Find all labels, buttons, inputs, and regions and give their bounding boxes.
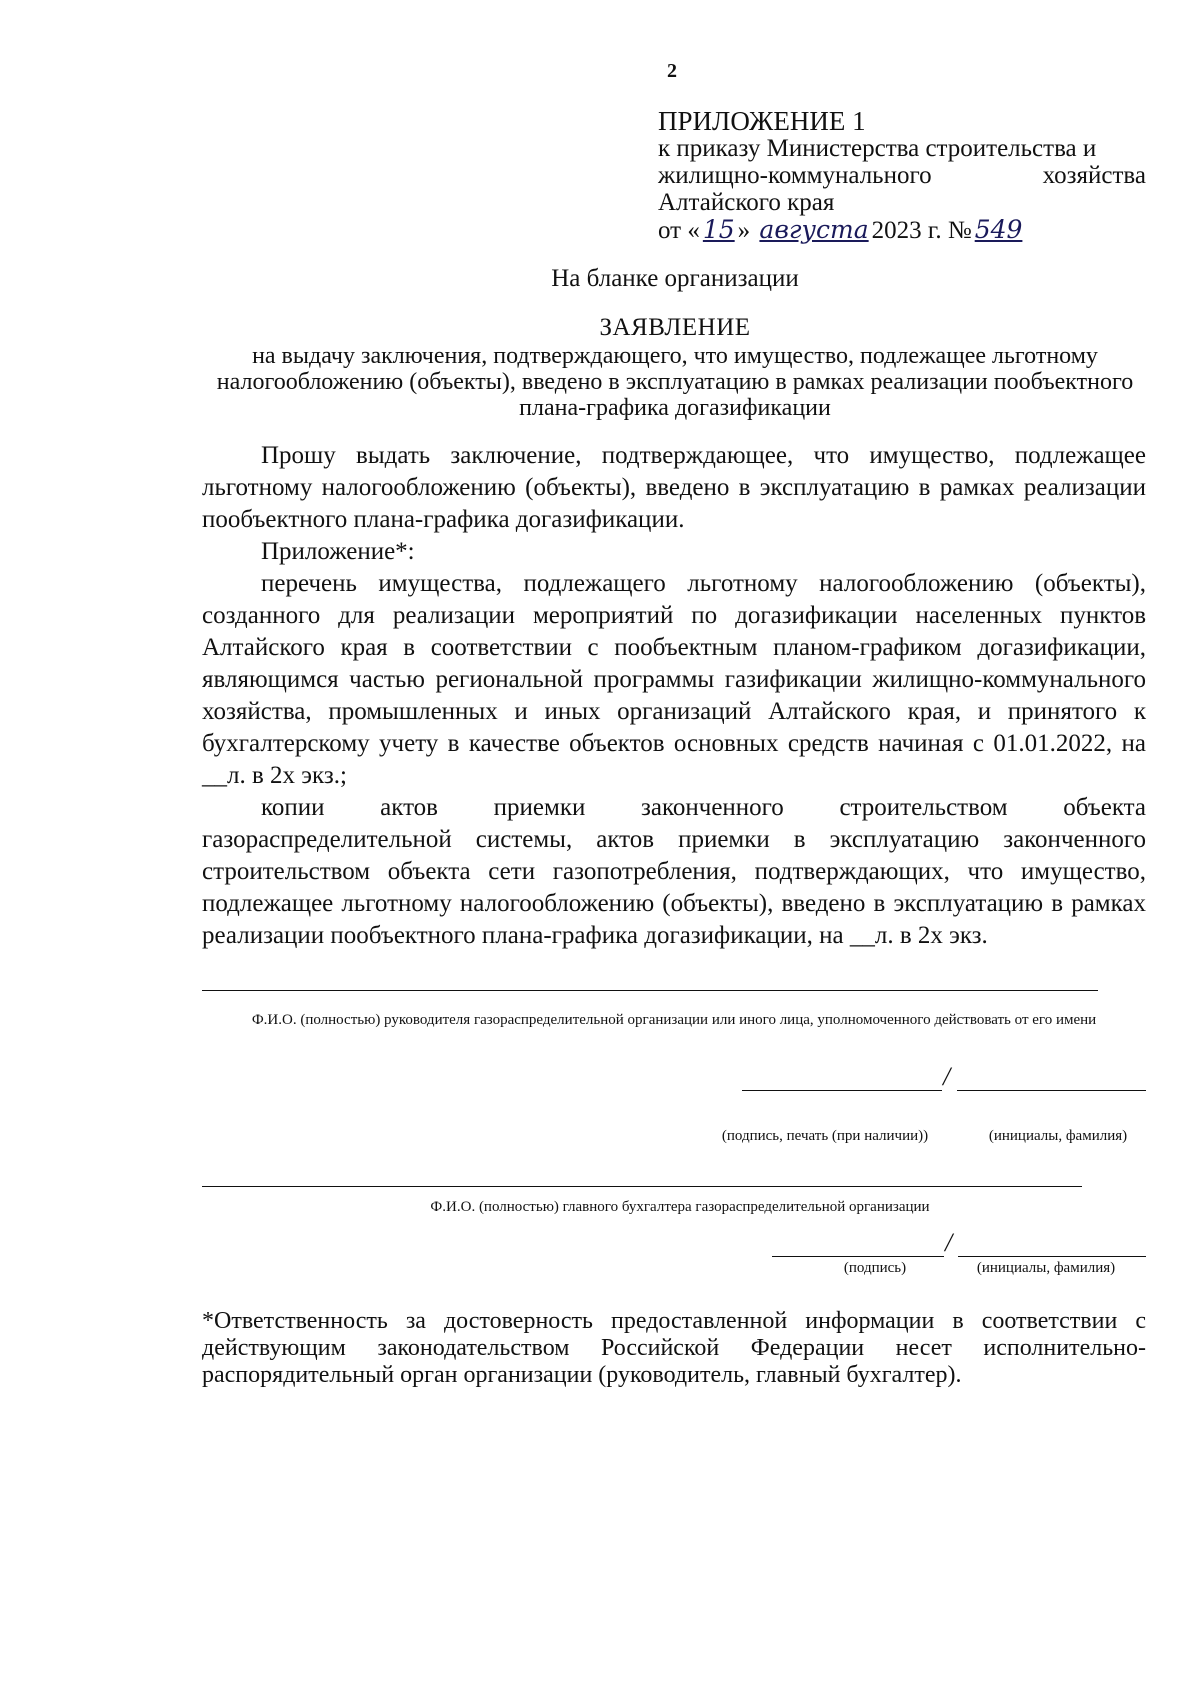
appendix-line-1: к приказу Министерства строительства и <box>658 135 1097 162</box>
letterhead-note: На бланке организации <box>551 265 799 292</box>
accountant-name-line <box>202 1186 1082 1187</box>
order-number-handwritten: 549 <box>974 215 1023 244</box>
head-signature-line <box>742 1090 942 1091</box>
date-year: 2023 г. № <box>871 217 972 244</box>
appendix-date-line <box>658 216 1146 244</box>
appendix-title: ПРИЛОЖЕНИЕ 1 <box>658 106 866 136</box>
head-signature-slash: / <box>943 1062 951 1091</box>
head-name-caption: Ф.И.О. (полностью) руководителя газораспределительной организации или иного лица, уполномоченного действовать от его имени <box>251 1012 1097 1028</box>
appendix-line-3: Алтайского края <box>658 189 835 216</box>
document-subtitle: на выдачу заключения, подтверждающего, что имущество, подлежащее льготному налогообложению (объекты), введено в эксплуатацию в рамках реализации пообъектного плана-графика догазификации <box>216 343 1134 421</box>
head-name-line <box>202 990 1098 991</box>
head-initials-caption: (инициалы, фамилия) <box>988 1128 1128 1144</box>
body-paragraph-property-list: перечень имущества, подлежащего льготному налогообложению (объекты), созданного для реализации мероприятий по догазификации населенных пунктов Алтайского края в соответствии с пообъектным планом-графиком догазификации, являющимся частью региональной программы газификации жилищно-коммунального хозяйства, промышленных и иных организаций Алтайского края, и принятого к бухгалтерскому учету в качестве объектов основных средств начиная с 01.01.2022, на __л. в 2х экз.; <box>202 570 1146 789</box>
accountant-initials-line <box>958 1256 1146 1257</box>
date-day-handwritten: 15 <box>702 215 735 244</box>
footnote: *Ответственность за достоверность предоставленной информации в соответствии с действующим законодательством Российской Федерации несет исполнительно-распорядительный орган организации (руководитель, главный бухгалтер). <box>202 1308 1146 1388</box>
page-number: 2 <box>667 60 677 82</box>
body-paragraph-acts-copies: копии актов приемки законченного строительством объекта газораспределительной системы, актов приемки в эксплуатацию законченного строительством объекта сети газопотребления, подтверждающих, что имущество, подлежащее льготному налогообложению (объекты), введено в эксплуатацию в рамках реализации пообъектного плана-графика догазификации, на __л. в 2х экз. <box>202 794 1146 949</box>
accountant-signature-caption: (подпись) <box>843 1260 907 1276</box>
date-prefix: от « <box>658 217 700 244</box>
body-paragraph-request: Прошу выдать заключение, подтверждающее, что имущество, подлежащее льготному налогообложению (объекты), введено в эксплуатацию в рамках реализации пообъектного плана-графика догазификации. <box>202 442 1146 533</box>
document-title: ЗАЯВЛЕНИЕ <box>599 314 751 341</box>
document-body <box>202 440 1146 952</box>
appendix-line-2: жилищно-коммунального хозяйства <box>658 162 1146 189</box>
accountant-signature-slash: / <box>945 1228 953 1257</box>
appendix-header <box>658 108 1146 244</box>
body-paragraph-attachment-label: Приложение*: <box>261 538 415 565</box>
date-mid: » <box>737 217 751 244</box>
accountant-name-caption: Ф.И.О. (полностью) главного бухгалтера газораспределительной организации <box>430 1199 930 1215</box>
head-initials-line <box>957 1090 1146 1091</box>
head-signature-caption: (подпись, печать (при наличии)) <box>721 1128 929 1144</box>
accountant-signature-line <box>772 1256 944 1257</box>
accountant-initials-caption: (инициалы, фамилия) <box>976 1260 1116 1276</box>
date-month-handwritten: августа <box>759 215 869 244</box>
